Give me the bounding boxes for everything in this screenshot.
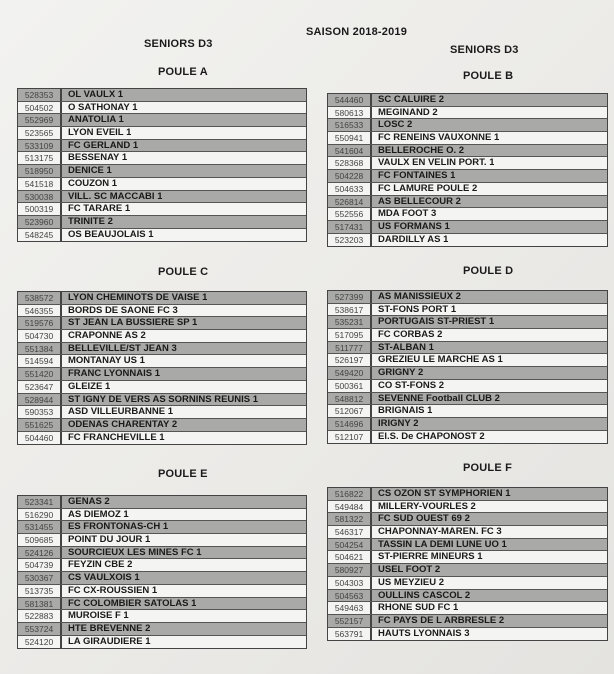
poule-label: POULE A xyxy=(158,66,208,78)
club-name: OL VAULX 1 xyxy=(68,89,124,100)
club-code: 546317 xyxy=(328,526,372,538)
club-code: 550941 xyxy=(328,132,372,144)
club-code: 552969 xyxy=(18,114,62,126)
club-name: ODENAS CHARENTAY 2 xyxy=(68,418,178,430)
club-code: 549463 xyxy=(328,602,372,614)
table-row xyxy=(328,526,607,539)
poule-label: POULE E xyxy=(158,468,208,480)
club-name: ST IGNY DE VERS AS SORNINS REUNIS 1 xyxy=(68,393,259,405)
table-row xyxy=(18,152,306,165)
table-row xyxy=(18,419,306,432)
club-name: FRANC LYONNAIS 1 xyxy=(68,368,161,380)
club-name: PORTUGAIS ST-PRIEST 1 xyxy=(378,316,495,328)
club-code: 580927 xyxy=(328,564,372,576)
table-row xyxy=(18,598,306,611)
club-name: ASD VILLEURBANNE 1 xyxy=(68,406,174,418)
club-code: 552556 xyxy=(328,208,372,220)
club-code: 551625 xyxy=(18,419,62,431)
club-code: 546355 xyxy=(18,305,62,317)
table-row xyxy=(328,132,607,145)
table-row xyxy=(18,636,306,649)
table-row xyxy=(18,572,306,585)
club-name: MDA FOOT 3 xyxy=(378,208,437,220)
season-title: SAISON 2018-2019 xyxy=(306,26,408,38)
table-row xyxy=(18,509,306,522)
club-name: FC FONTAINES 1 xyxy=(378,170,456,182)
club-code: 524120 xyxy=(18,636,62,649)
poule-table xyxy=(327,290,608,444)
club-code: 513175 xyxy=(18,152,62,164)
club-name: POINT DU JOUR 1 xyxy=(68,534,151,546)
table-row xyxy=(328,94,607,107)
club-name: ST-PIERRE MINEURS 1 xyxy=(378,551,483,563)
club-name: ST-FONS PORT 1 xyxy=(378,303,457,315)
table-row xyxy=(328,501,607,514)
club-code: 526814 xyxy=(328,196,372,208)
club-name: ANATOLIA 1 xyxy=(68,114,124,126)
club-name: SC CALUIRE 2 xyxy=(378,94,444,105)
table-row xyxy=(18,140,306,153)
club-code: 527399 xyxy=(328,291,372,303)
club-code: 517431 xyxy=(328,221,372,233)
club-code: 530038 xyxy=(18,191,62,203)
table-row xyxy=(328,577,607,590)
club-name: OS BEAUJOLAIS 1 xyxy=(68,228,154,240)
club-code: 511777 xyxy=(328,342,372,354)
club-name: FC GERLAND 1 xyxy=(68,139,139,151)
club-name: RHONE SUD FC 1 xyxy=(378,602,459,614)
club-name: ES FRONTONAS-CH 1 xyxy=(68,521,169,533)
club-code: 512107 xyxy=(328,431,372,444)
club-code: 500319 xyxy=(18,203,62,215)
club-code: 580613 xyxy=(328,107,372,119)
table-row xyxy=(18,521,306,534)
club-name: BESSENAY 1 xyxy=(68,152,128,164)
club-name: O SATHONAY 1 xyxy=(68,101,138,113)
table-row xyxy=(18,292,306,305)
club-code: 523203 xyxy=(328,234,372,247)
club-code: 504621 xyxy=(328,551,372,563)
table-row xyxy=(18,191,306,204)
club-code: 519576 xyxy=(18,317,62,329)
club-code: 553724 xyxy=(18,623,62,635)
club-code: 530367 xyxy=(18,572,62,584)
club-name: GLEIZE 1 xyxy=(68,380,111,392)
club-name: LOSC 2 xyxy=(378,119,413,131)
club-name: IRIGNY 2 xyxy=(378,417,419,429)
club-code: 504633 xyxy=(328,183,372,195)
club-code: 524126 xyxy=(18,547,62,559)
table-row xyxy=(328,221,607,234)
club-code: 590353 xyxy=(18,406,62,418)
division-heading-left: SENIORS D3 xyxy=(144,38,213,50)
table-row xyxy=(328,418,607,431)
club-code: 504460 xyxy=(18,432,62,445)
club-code: 504563 xyxy=(328,590,372,602)
table-row xyxy=(328,119,607,132)
club-name: AS MANISSIEUX 2 xyxy=(378,291,461,302)
table-row xyxy=(328,234,607,247)
club-name: El.S. De CHAPONOST 2 xyxy=(378,430,485,442)
table-row xyxy=(328,107,607,120)
club-name: AS BELLECOUR 2 xyxy=(378,195,461,207)
club-name: BELLEVILLE/ST JEAN 3 xyxy=(68,342,177,354)
club-code: 544460 xyxy=(328,94,372,106)
club-code: 581322 xyxy=(328,513,372,525)
club-name: OULLINS CASCOL 2 xyxy=(378,589,471,601)
table-row xyxy=(328,602,607,615)
club-name: FC CX-ROUSSIEN 1 xyxy=(68,584,158,596)
club-code: 531455 xyxy=(18,521,62,533)
club-code: 541604 xyxy=(328,145,372,157)
club-code: 563791 xyxy=(328,628,372,641)
club-name: BRIGNAIS 1 xyxy=(378,405,433,417)
table-row xyxy=(328,196,607,209)
club-code: 523647 xyxy=(18,381,62,393)
club-name: US FORMANS 1 xyxy=(378,220,450,232)
club-name: CS OZON ST SYMPHORIEN 1 xyxy=(378,488,511,499)
club-name: US MEYZIEU 2 xyxy=(378,576,444,588)
club-code: 526197 xyxy=(328,354,372,366)
table-row xyxy=(328,393,607,406)
club-name: GRIGNY 2 xyxy=(378,367,424,379)
club-name: TRINITE 2 xyxy=(68,215,113,227)
table-row xyxy=(328,183,607,196)
table-row xyxy=(18,559,306,572)
table-row xyxy=(18,585,306,598)
club-code: 538572 xyxy=(18,292,62,304)
table-row xyxy=(18,368,306,381)
club-code: 581381 xyxy=(18,598,62,610)
poule-label: POULE F xyxy=(463,462,513,474)
table-row xyxy=(328,316,607,329)
club-code: 528368 xyxy=(328,157,372,169)
club-code: 516290 xyxy=(18,509,62,521)
club-code: 523341 xyxy=(18,496,62,508)
table-row xyxy=(18,89,306,102)
table-row xyxy=(18,496,306,509)
table-row xyxy=(328,488,607,501)
club-code: 538617 xyxy=(328,304,372,316)
club-name: LA GIRAUDIERE 1 xyxy=(68,635,151,647)
club-code: 522883 xyxy=(18,610,62,622)
club-code: 513735 xyxy=(18,585,62,597)
club-name: USEL FOOT 2 xyxy=(378,564,441,576)
club-name: VAULX EN VELIN PORT. 1 xyxy=(378,157,495,169)
club-code: 504254 xyxy=(328,539,372,551)
club-name: HTE BREVENNE 2 xyxy=(68,622,151,634)
club-name: GREZIEU LE MARCHE AS 1 xyxy=(378,354,503,366)
club-name: CHAPONNAY-MAREN. FC 3 xyxy=(378,526,502,538)
club-code: 504303 xyxy=(328,577,372,589)
club-code: 552157 xyxy=(328,615,372,627)
table-row xyxy=(328,615,607,628)
club-name: BORDS DE SAONE FC 3 xyxy=(68,304,178,316)
table-row xyxy=(328,380,607,393)
club-name: FC RENEINS VAUXONNE 1 xyxy=(378,132,500,144)
club-code: 548245 xyxy=(18,229,62,242)
table-row xyxy=(18,203,306,216)
club-name: VILL. SC MACCABI 1 xyxy=(68,190,163,202)
club-name: ST JEAN LA BUSSIERE SP 1 xyxy=(68,317,198,329)
table-row xyxy=(18,127,306,140)
table-row xyxy=(18,406,306,419)
table-row xyxy=(328,157,607,170)
club-name: HAUTS LYONNAIS 3 xyxy=(378,627,470,639)
table-row xyxy=(328,405,607,418)
table-row xyxy=(328,329,607,342)
table-row xyxy=(328,170,607,183)
table-row xyxy=(18,216,306,229)
club-code: 523565 xyxy=(18,127,62,139)
club-name: TASSIN LA DEMI LUNE UO 1 xyxy=(378,538,507,550)
club-code: 541518 xyxy=(18,178,62,190)
club-name: MONTANAY US 1 xyxy=(68,355,145,367)
club-code: 551384 xyxy=(18,343,62,355)
club-code: 509685 xyxy=(18,534,62,546)
club-name: FC TARARE 1 xyxy=(68,203,131,215)
club-name: AS DIEMOZ 1 xyxy=(68,508,129,520)
club-code: 533109 xyxy=(18,140,62,152)
club-name: COUZON 1 xyxy=(68,177,118,189)
table-row xyxy=(18,394,306,407)
club-name: FC SUD OUEST 69 2 xyxy=(378,513,470,525)
table-row xyxy=(18,381,306,394)
table-row xyxy=(18,610,306,623)
club-code: 523960 xyxy=(18,216,62,228)
table-row xyxy=(18,178,306,191)
club-name: CS VAULXOIS 1 xyxy=(68,572,140,584)
club-code: 548812 xyxy=(328,393,372,405)
club-name: CRAPONNE AS 2 xyxy=(68,330,146,342)
club-code: 549420 xyxy=(328,367,372,379)
club-name: GENAS 2 xyxy=(68,496,110,507)
poule-table xyxy=(327,93,608,247)
club-name: DENICE 1 xyxy=(68,165,112,177)
club-name: LYON CHEMINOTS DE VAISE 1 xyxy=(68,292,208,303)
club-code: 504739 xyxy=(18,559,62,571)
poule-label: POULE C xyxy=(158,266,209,278)
club-name: MEGINAND 2 xyxy=(378,106,438,118)
club-code: 516533 xyxy=(328,119,372,131)
club-code: 535231 xyxy=(328,316,372,328)
table-row xyxy=(328,539,607,552)
club-name: SEVENNE Football CLUB 2 xyxy=(378,392,500,404)
table-row xyxy=(18,355,306,368)
club-name: ST-ALBAN 1 xyxy=(378,341,434,353)
club-name: FC COLOMBIER SATOLAS 1 xyxy=(68,597,197,609)
club-name: FC LAMURE POULE 2 xyxy=(378,182,478,194)
table-row xyxy=(328,342,607,355)
club-code: 551420 xyxy=(18,368,62,380)
table-row xyxy=(328,291,607,304)
poule-table xyxy=(17,495,307,649)
club-name: CO ST-FONS 2 xyxy=(378,379,444,391)
division-heading-right: SENIORS D3 xyxy=(450,44,519,56)
club-code: 504502 xyxy=(18,102,62,114)
table-row xyxy=(18,165,306,178)
table-row xyxy=(18,623,306,636)
poule-label: POULE D xyxy=(463,265,514,277)
table-row xyxy=(328,304,607,317)
club-code: 504730 xyxy=(18,330,62,342)
club-code: 504228 xyxy=(328,170,372,182)
club-name: FEYZIN CBE 2 xyxy=(68,559,133,571)
table-row xyxy=(328,145,607,158)
club-name: DARDILLY AS 1 xyxy=(378,233,449,245)
club-code: 518950 xyxy=(18,165,62,177)
club-code: 516822 xyxy=(328,488,372,500)
table-row xyxy=(328,590,607,603)
poule-table xyxy=(17,88,307,242)
table-row xyxy=(18,305,306,318)
club-code: 549484 xyxy=(328,501,372,513)
table-row xyxy=(328,628,607,641)
table-row xyxy=(328,431,607,444)
club-name: MUROISE F 1 xyxy=(68,610,129,622)
club-name: LYON EVEIL 1 xyxy=(68,127,132,139)
club-name: FC FRANCHEVILLE 1 xyxy=(68,431,165,443)
club-name: FC CORBAS 2 xyxy=(378,329,443,341)
table-row xyxy=(328,208,607,221)
table-row xyxy=(18,102,306,115)
table-row xyxy=(18,317,306,330)
table-row xyxy=(18,534,306,547)
table-row xyxy=(18,229,306,242)
club-name: BELLEROCHE O. 2 xyxy=(378,144,465,156)
table-row xyxy=(18,330,306,343)
club-code: 514594 xyxy=(18,355,62,367)
club-name: MILLERY-VOURLES 2 xyxy=(378,500,476,512)
table-row xyxy=(328,367,607,380)
table-row xyxy=(18,114,306,127)
club-code: 514696 xyxy=(328,418,372,430)
club-name: SOURCIEUX LES MINES FC 1 xyxy=(68,546,202,558)
table-row xyxy=(18,547,306,560)
table-row xyxy=(328,564,607,577)
table-row xyxy=(18,343,306,356)
club-code: 528353 xyxy=(18,89,62,101)
table-row xyxy=(328,513,607,526)
poule-label: POULE B xyxy=(463,70,514,82)
club-code: 517095 xyxy=(328,329,372,341)
club-name: FC PAYS DE L ARBRESLE 2 xyxy=(378,614,505,626)
poule-table xyxy=(327,487,608,641)
club-code: 500361 xyxy=(328,380,372,392)
club-code: 528944 xyxy=(18,394,62,406)
table-row xyxy=(18,432,306,445)
table-row xyxy=(328,354,607,367)
table-row xyxy=(328,551,607,564)
club-code: 512067 xyxy=(328,405,372,417)
poule-table xyxy=(17,291,307,445)
